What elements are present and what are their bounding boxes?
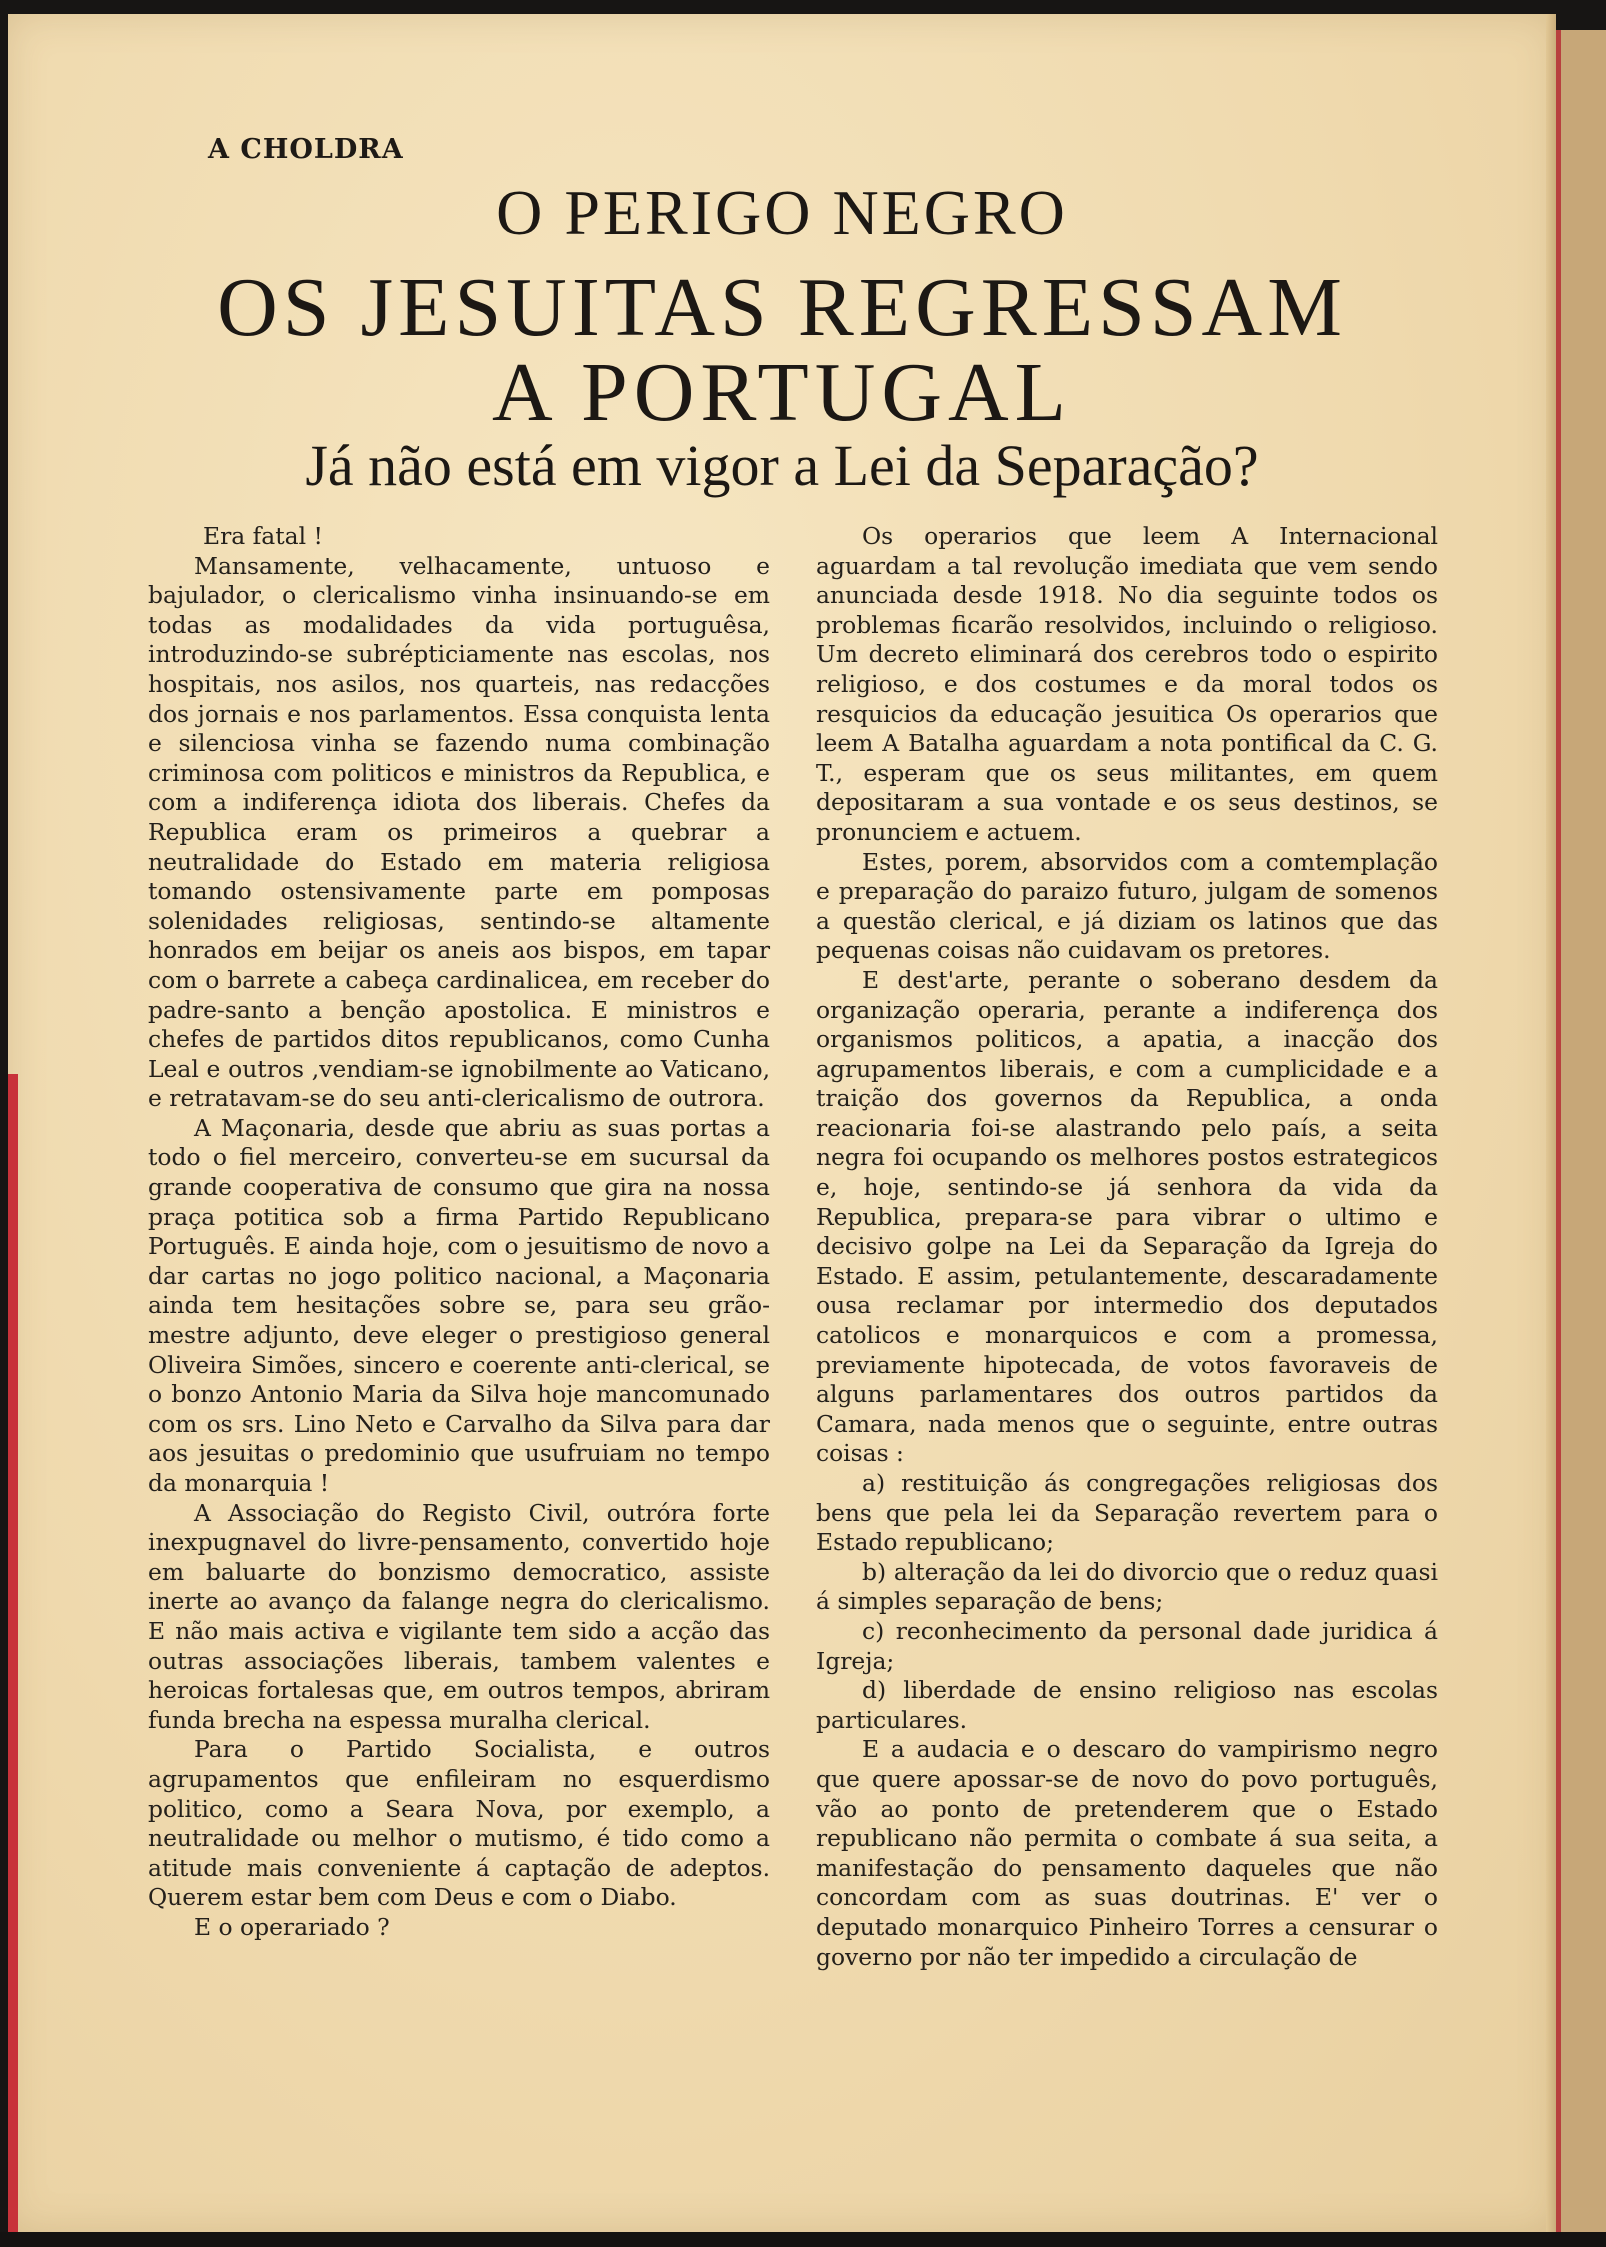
page-fold-shadow	[1546, 14, 1556, 2232]
section-kicker: A CHOLDRA	[208, 134, 404, 165]
headline-line-1: O PERIGO NEGRO	[496, 177, 1068, 248]
paragraph: Mansamente, velhacamente, untuoso e bajulador, o clericalismo vinha insinuando-se em todas as modalidades da vida portuguêsa, introduzindo-se subrépticiamente nas escolas, nos hospitais, nos asilos, nos quarteis, nas redacções dos jornais e nos parlamentos. Essa conquista lenta e silenciosa vinha se fazendo numa combinação criminosa com politicos e ministros da Republica, e com a indiferença idiota dos liberais. Chefes da Republica eram os primeiros a quebrar a neutralidade do Estado em materia religiosa tomando ostensivamente parte em pomposas solenidades religiosas, sentindo-se altamente honrados em beijar os aneis aos bispos, em tapar com o barrete a cabeça cardinalicea, em receber do padre-santo a benção apostolica. E ministros e chefes de partidos ditos republicanos, como Cunha Leal e outros ,vendiam-se ignobilmente ao Vaticano, e retratavam-se do seu anti-clericalismo de outrora.	[148, 551, 770, 1113]
paragraph: Os operarios que leem A Internacional aguardam a tal revolução imediata que vem sendo anunciada desde 1918. No dia seguinte todos os problemas ficarão resolvidos, incluindo o religioso. Um decreto eliminará dos cerebros todo o espirito religioso, e dos costumes e da moral todos os resquicios da educação jesuitica Os operarios que leem A Batalha aguardam a nota pontifical da C. G. T., esperam que os seus militantes, em quem depositaram a sua vontade e os seus destinos, se pronunciem e actuem.	[816, 522, 1438, 846]
paragraph: Estes, porem, absorvidos com a comtemplação e preparação do paraizo futuro, julgam de somenos a questão clerical, e já diziam os latinos que das pequenas coisas não cuidavam os pretores.	[816, 847, 1438, 965]
list-item: d) liberdade de ensino religioso nas escolas particulares.	[816, 1676, 1438, 1734]
paragraph: E dest'arte, perante o soberano desdem da organização operaria, perante a indiferença dos organismos politicos, a apatia, a inacção dos agrupamentos liberais, e com a cumplicidade e a traição dos governos da Republica, a onda reacionaria foi-se alastrando pelo país, a seita negra foi ocupando os melhores postos estrategicos e, hoje, sentindo-se já senhora da vida da Republica, prepara-se para vibrar o ultimo e decisivo golpe na Lei da Separação da Igreja do Estado. E assim, petulantemente, descaradamente ousa reclamar por intermedio dos deputados catolicos e monarquicos e com a promessa, previamente hipotecada, de votos favoraveis de alguns parlamentares dos outros partidos da Camara, nada menos que o seguinte, entre outras coisas :	[816, 965, 1438, 1468]
list-item: a) restituição ás congregações religiosas dos bens que pela lei da Separação revertem para o Estado republicano;	[816, 1469, 1438, 1557]
list-item: b) alteração da lei do divorcio que o reduz quasi á simples separação de bens;	[816, 1557, 1438, 1616]
headline-line-2: OS JESUITAS REGRESSAM	[217, 261, 1347, 354]
headline-line-3: A PORTUGAL	[492, 346, 1072, 439]
paragraph: A Associação do Registo Civil, outróra forte inexpugnavel do livre-pensamento, convertido hoje em baluarte do bonzismo democratico, assiste inerte ao avanço da falange negra do clericalismo. E não mais activa e vigilante tem sido a acção das outras associações liberais, tambem valentes e heroicas fortalesas que, em outros tempos, abriram funda brecha na espessa muralha clerical.	[148, 1498, 770, 1734]
paragraph: Era fatal !	[203, 522, 323, 550]
article-right-column	[816, 522, 1438, 1972]
paragraph: Para o Partido Socialista, e outros agrupamentos que enfileiram no esquerdismo politico, como a Seara Nova, por exemplo, a neutralidade ou melhor o mutismo, é tido como a atitude mais conveniente á captação de adeptos. Querem estar bem com Deus e com o Diabo.	[148, 1735, 770, 1912]
headline-subtitle: Já não está em vigor a Lei da Separação?	[305, 433, 1259, 498]
binding-edge	[8, 1074, 18, 2232]
paragraph: E o operariado ?	[194, 1912, 390, 1941]
article-left-column	[148, 522, 770, 1943]
next-page-edge	[1556, 30, 1606, 2232]
paragraph: A Maçonaria, desde que abriu as suas portas a todo o fiel merceiro, converteu-se em sucursal da grande cooperativa de consumo que gira na nossa praça potitica sob a firma Partido Republicano Português. E ainda hoje, com o jesuitismo de novo a dar cartas no jogo politico nacional, a Maçonaria ainda tem hesitações sobre se, para seu grão-mestre adjunto, deve eleger o prestigioso general Oliveira Simões, sincero e coerente anti-clerical, se o bonzo Antonio Maria da Silva hoje mancomunado com os srs. Lino Neto e Carvalho da Silva para dar aos jesuitas o predominio que usufruiam no tempo da monarquia !	[148, 1113, 770, 1497]
newspaper-page	[8, 14, 1556, 2232]
paragraph: E a audacia e o descaro do vampirismo negro que quere apossar-se de novo do povo português, vão ao ponto de pretenderem que o Estado republicano não permita o combate á sua seita, a manifestação do pensamento daqueles que não concordam com as suas doutrinas. E' ver o deputado monarquico Pinheiro Torres a censurar o governo por não ter impedido a circulação de	[816, 1735, 1438, 1971]
list-item: c) reconhecimento da personal dade juridica á Igreja;	[816, 1616, 1438, 1675]
scan-bottom-edge	[0, 2232, 1606, 2247]
